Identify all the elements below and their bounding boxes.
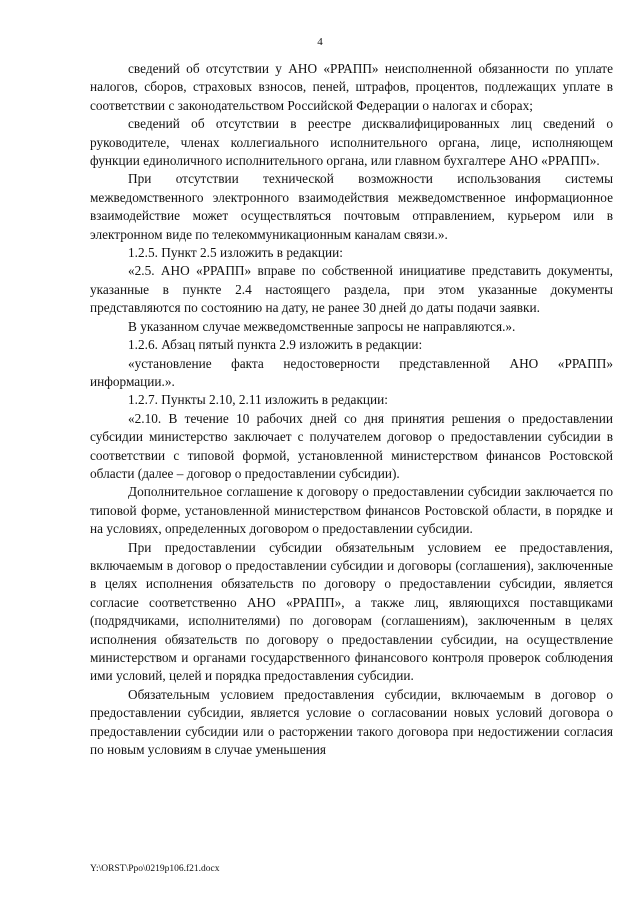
- paragraph: «2.5. АНО «РРАПП» вправе по собственной инициативе представить документы, указанные в пункте 2.4 настоящего раздела, при этом указанные документы представляются по состоянию на дату, не ранее 30 дней до даты подачи заявки.: [90, 263, 613, 316]
- paragraph: Обязательным условием предоставления субсидии, включаемым в договор о предоставлении субсидии, является условие о согласовании новых условий договора о предоставлении субсидии или о расторжении такого договора при недостижении согласия по новым условиям в случае уменьшения: [90, 686, 613, 758]
- paragraph: сведений об отсутствии в реестре дисквалифицированных лиц сведений о руководителе, членах коллегиального исполнительного органа, лице, исполняющем функции единоличного исполнительного органа, или главном бухгалтере АНО «РРАПП».: [90, 116, 613, 169]
- paragraph: При предоставлении субсидии обязательным условием ее предоставления, включаемым в договор о предоставлении субсидии и договоры (соглашения), заключенные в целях исполнения обязательств по договору о предоставлении субсидии, является согласие соответственно АНО «РРАПП», а также лиц, являющихся поставщиками (подрядчиками, исполнителями) по договорам (соглашениям), заключенным в целях исполнения обязательств по договору о предоставлении субсидии, на осуществление министерством и органами государственного финансового контроля проверок соблюдения ими условий, целей и порядка предоставления субсидии.: [90, 539, 613, 684]
- paragraph: 1.2.7. Пункты 2.10, 2.11 изложить в редакции:: [128, 392, 388, 408]
- paragraph: Дополнительное соглашение к договору о предоставлении субсидии заключается по типовой форме, установленной министерством финансов Ростовской области, в порядке и на условиях, определенных договором о предоставлении субсидии.: [90, 484, 613, 537]
- paragraph: «установление факта недостоверности представленной АНО «РРАПП» информации.».: [90, 355, 613, 389]
- document-footer-path: Y:\ORST\Ppo\0219p106.f21.docx: [90, 864, 220, 874]
- page-number: 4: [317, 36, 323, 48]
- paragraph: В указанном случае межведомственные запросы не направляются.».: [128, 318, 516, 334]
- paragraph: При отсутствии технической возможности использования системы межведомственного электронного взаимодействия межведомственное информационное взаимодействие может осуществляться почтовым отправлением, курьером или в электронном виде по телекоммуникационным каналам связи.».: [90, 171, 613, 242]
- paragraph: сведений об отсутствии у АНО «РРАПП» неисполненной обязанности по уплате налогов, сборов, страховых взносов, пеней, штрафов, процентов, подлежащих уплате в соответствии с законодательством Российской Федерации о налогах и сборах;: [90, 61, 613, 113]
- document-body: [90, 60, 613, 759]
- paragraph: 1.2.5. Пункт 2.5 изложить в редакции:: [128, 245, 343, 261]
- paragraph: 1.2.6. Абзац пятый пункта 2.9 изложить в редакции:: [128, 337, 423, 353]
- paragraph: «2.10. В течение 10 рабочих дней со дня принятия решения о предоставлении субсидии министерство заключает с получателем договор о предоставлении субсидии в соответствии с типовой формой, установленной министерством финансов Ростовской области (далее – договор о предоставлении субсидии).: [90, 410, 613, 481]
